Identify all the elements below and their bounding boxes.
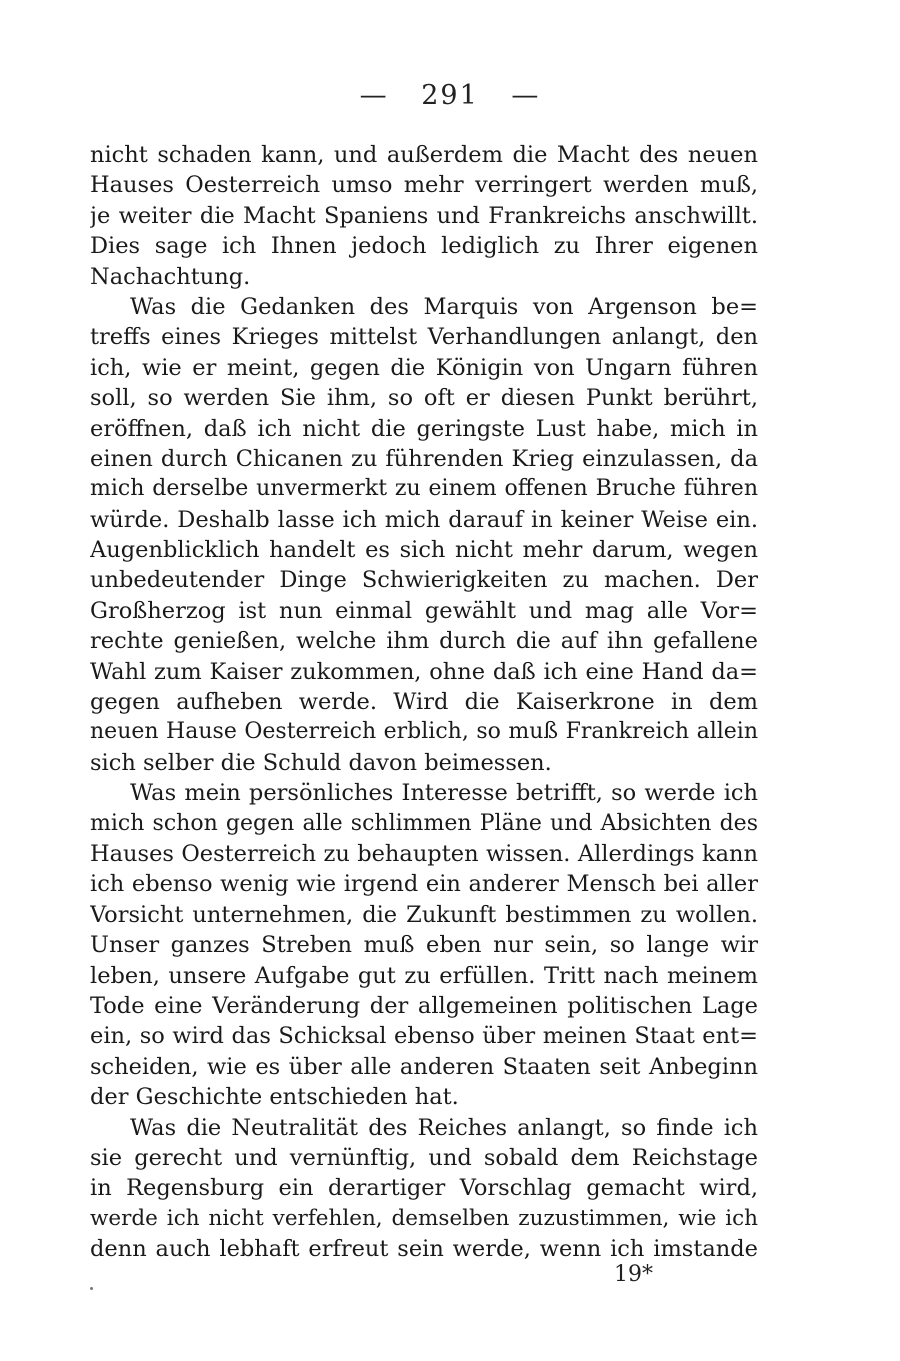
text-line: würde. Deshalb lasse ich mich darauf in keiner Weise ein.: [90, 506, 758, 533]
text-line: Was die Gedanken des Marquis von Argenson be=: [130, 293, 758, 320]
text-line: sie gerecht und vernünftig, und sobald dem Reichstage: [90, 1144, 758, 1171]
text-line: Tode eine Veränderung der allgemeinen politischen Lage: [90, 992, 758, 1019]
text-line: nicht schaden kann, und außerdem die Macht des neuen: [90, 142, 758, 168]
text-line: ich ebenso wenig wie irgend ein anderer Mensch bei aller: [90, 871, 758, 898]
text-line: einen durch Chicanen zu führenden Krieg einzulassen, da: [90, 445, 758, 472]
text-line: eröffnen, daß ich nicht die geringste Lust habe, mich in: [90, 415, 758, 442]
text-line: Unser ganzes Streben muß eben nur sein, so lange wir: [90, 932, 758, 959]
paragraph-2: [90, 292, 758, 778]
text-line: rechte genießen, welche ihm durch die auf ihn gefallene: [90, 628, 758, 655]
text-line: denn auch lebhaft erfreut sein werde, wenn ich imstande: [90, 1236, 758, 1263]
text-line: scheiden, wie es über alle anderen Staaten seit Anbeginn: [90, 1053, 758, 1080]
paragraph-3: [90, 778, 758, 1112]
text-line: Vorsicht unternehmen, die Zukunft bestimmen zu wollen.: [90, 901, 758, 928]
text-line: sich selber die Schuld davon beimessen.: [90, 749, 552, 776]
text-line: Hauses Oesterreich zu behaupten wissen. Allerdings kann: [90, 840, 758, 867]
print-speck: [90, 1287, 93, 1290]
text-line: gegen aufheben werde. Wird die Kaiserkrone in dem: [90, 689, 758, 716]
text-line: Wahl zum Kaiser zukommen, ohne daß ich eine Hand da=: [90, 658, 758, 685]
page-number: 291: [421, 80, 479, 111]
header-dash-left: —: [359, 80, 389, 111]
text-line: mich schon gegen alle schlimmen Pläne und Absichten des: [90, 810, 758, 836]
text-line: der Geschichte entschieden hat.: [90, 1084, 459, 1111]
text-line: unbedeutender Dinge Schwierigkeiten zu machen. Der: [90, 567, 758, 594]
header-dash-right: —: [511, 80, 541, 111]
text-line: soll, so werden Sie ihm, so oft er diesen Punkt berührt,: [90, 385, 758, 412]
text-line: in Regensburg ein derartiger Vorschlag gemacht wird,: [90, 1175, 758, 1202]
text-line: Hauses Oesterreich umso mehr verringert werden muß,: [90, 172, 758, 199]
text-line: Was die Neutralität des Reiches anlangt, so finde ich: [130, 1114, 758, 1141]
text-line: je weiter die Macht Spaniens und Frankreichs anschwillt.: [90, 202, 758, 229]
text-line: Augenblicklich handelt es sich nicht mehr darum, wegen: [90, 537, 758, 564]
paragraph-4: [90, 1113, 758, 1265]
text-line: ein, so wird das Schicksal ebenso über meinen Staat ent=: [90, 1023, 758, 1050]
text-line: Dies sage ich Ihnen jedoch lediglich zu Ihrer eigenen: [90, 233, 758, 260]
text-line: leben, unsere Aufgabe gut zu erfüllen. Tritt nach meinem: [90, 962, 758, 989]
text-line: Nachachtung.: [90, 263, 251, 290]
text-line: Was mein persönliches Interesse betrifft, so werde ich: [130, 780, 758, 807]
signature-mark: 19*: [614, 1262, 653, 1287]
paragraph-1: [90, 140, 758, 292]
page-header: [0, 80, 900, 111]
page-body: [90, 140, 758, 1264]
text-line: neuen Hause Oesterreich erblich, so muß Frankreich allein: [90, 719, 758, 745]
text-line: werde ich nicht verfehlen, demselben zuzustimmen, wie ich: [90, 1205, 758, 1231]
text-line: Großherzog ist nun einmal gewählt und mag alle Vor=: [90, 597, 758, 624]
text-line: treffs eines Krieges mittelst Verhandlungen anlangt, den: [90, 324, 758, 351]
text-line: ich, wie er meint, gegen die Königin von Ungarn führen: [90, 354, 758, 381]
text-line: mich derselbe unvermerkt zu einem offenen Bruche führen: [90, 476, 758, 502]
